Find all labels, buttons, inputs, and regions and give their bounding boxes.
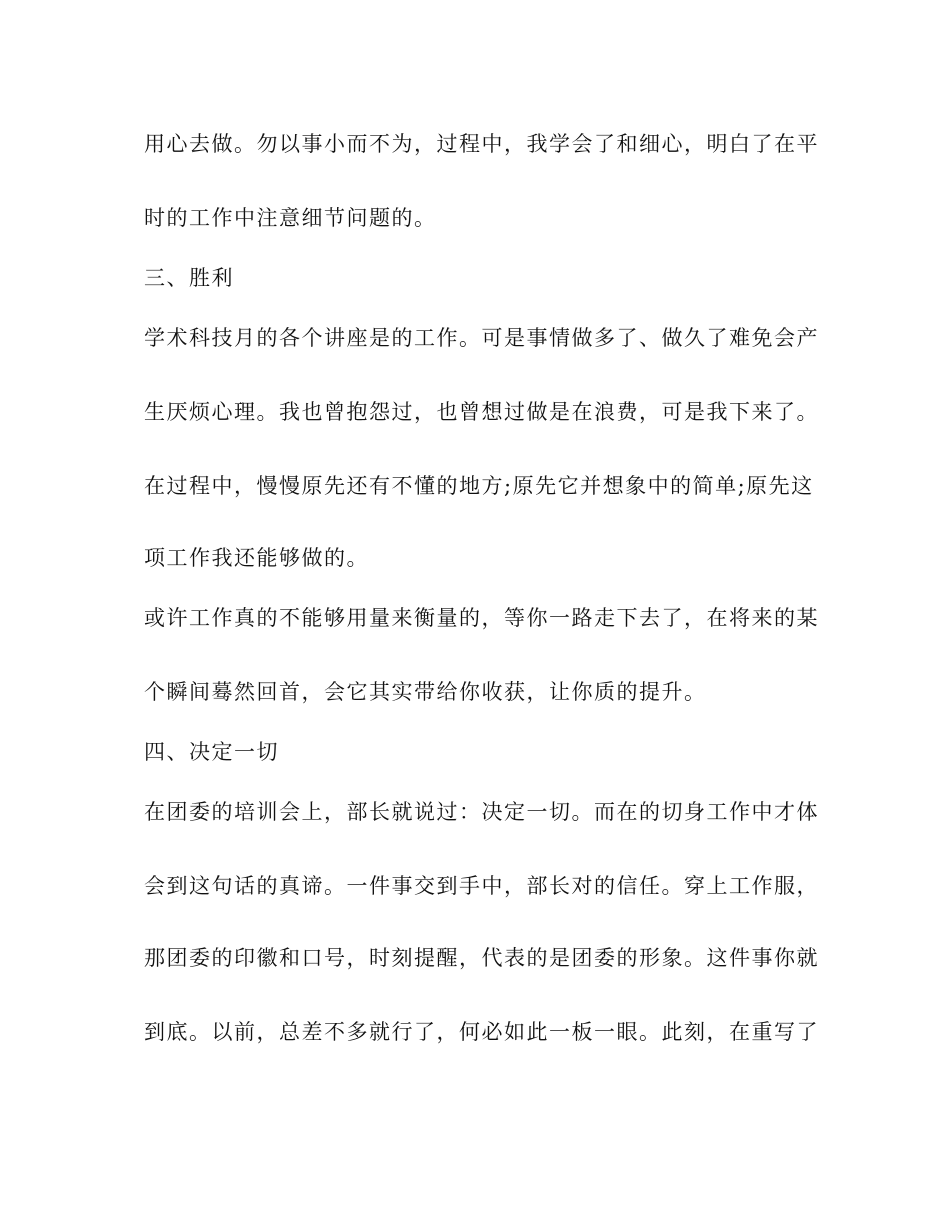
paragraph-line: 生厌烦心理。我也曾抱怨过，也曾想过做是在浪费，可是我下来了。 [144, 400, 819, 424]
paragraph-line: 会到这句话的真谛。一件事交到手中，部长对的信任。穿上工作服， [144, 874, 819, 898]
paragraph-line: 学术科技月的各个讲座是的工作。可是事情做多了、做久了难免会产 [144, 326, 819, 350]
paragraph-line: 个瞬间蓦然回首，会它其实带给你收获，让你质的提升。 [144, 680, 707, 704]
paragraph-line: 到底。以前，总差不多就行了，何必如此一板一眼。此刻，在重写了 [144, 1020, 819, 1044]
paragraph-line: 在过程中，慢慢原先还有不懂的地方;原先它并想象中的简单;原先这 [144, 474, 814, 498]
paragraph-line: 那团委的印徽和口号，时刻提醒，代表的是团委的形象。这件事你就 [144, 946, 819, 970]
paragraph-line: 在团委的培训会上，部长就说过：决定一切。而在的切身工作中才体 [144, 800, 819, 824]
paragraph-line: 时的工作中注意细节问题的。 [144, 206, 437, 230]
section-heading: 四、决定一切 [144, 740, 279, 764]
paragraph-line: 项工作我还能够做的。 [144, 546, 369, 570]
paragraph-line: 或许工作真的不能够用量来衡量的，等你一路走下去了，在将来的某 [144, 606, 819, 630]
paragraph-line: 用心去做。勿以事小而不为，过程中，我学会了和细心，明白了在平 [144, 132, 819, 156]
section-heading: 三、胜利 [144, 266, 234, 290]
